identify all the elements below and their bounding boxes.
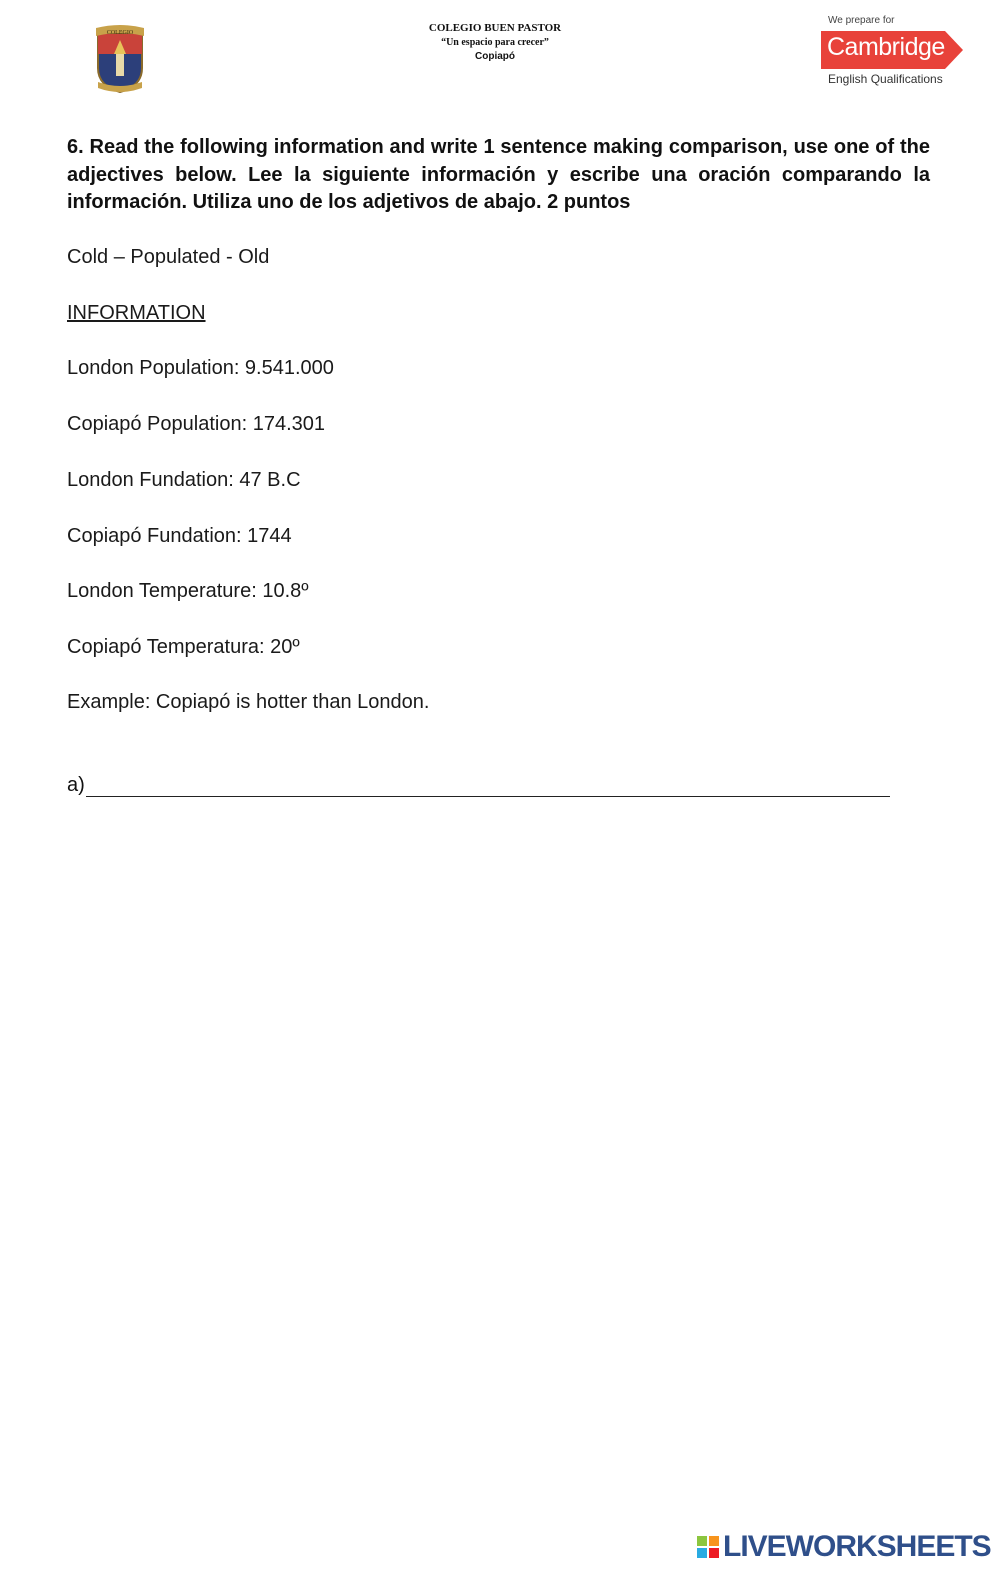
liveworksheets-logo-text: LIVEWORKSHEETS bbox=[723, 1530, 991, 1563]
cambridge-subtitle: English Qualifications bbox=[828, 72, 943, 86]
info-line: Copiapó Fundation: 1744 bbox=[67, 525, 292, 547]
info-line: London Fundation: 47 B.C bbox=[67, 469, 301, 491]
information-heading: INFORMATION bbox=[67, 302, 206, 324]
exercise-instruction: 6. Read the following information and write 1 sentence making comparison, use one of the adjectives below. Lee la siguiente información y escribe una oración comparando la información. Utiliza uno de los adjetivos de abajo. 2 puntos bbox=[67, 136, 930, 213]
school-name: COLEGIO BUEN PASTOR bbox=[428, 22, 562, 34]
info-line: London Population: 9.541.000 bbox=[67, 357, 334, 379]
answer-label: a) bbox=[67, 774, 85, 796]
info-line: Copiapó Population: 174.301 bbox=[67, 413, 325, 435]
adjective-list: Cold – Populated - Old bbox=[67, 246, 270, 268]
info-line: London Temperature: 10.8º bbox=[67, 580, 309, 602]
answer-input-line[interactable] bbox=[86, 776, 890, 797]
info-line: Copiapó Temperatura: 20º bbox=[67, 636, 300, 658]
school-city: Copiapó bbox=[475, 51, 515, 62]
cambridge-logo-word: Cambridge bbox=[827, 33, 945, 61]
example-sentence: Example: Copiapó is hotter than London. bbox=[67, 691, 430, 713]
svg-text:COLEGIO: COLEGIO bbox=[106, 30, 134, 36]
cambridge-tagline: We prepare for bbox=[828, 15, 895, 26]
liveworksheets-grid-icon bbox=[697, 1536, 720, 1559]
answer-row bbox=[67, 774, 890, 797]
school-crest-logo bbox=[92, 24, 148, 94]
school-motto: “Un espacio para crecer” bbox=[441, 37, 549, 48]
